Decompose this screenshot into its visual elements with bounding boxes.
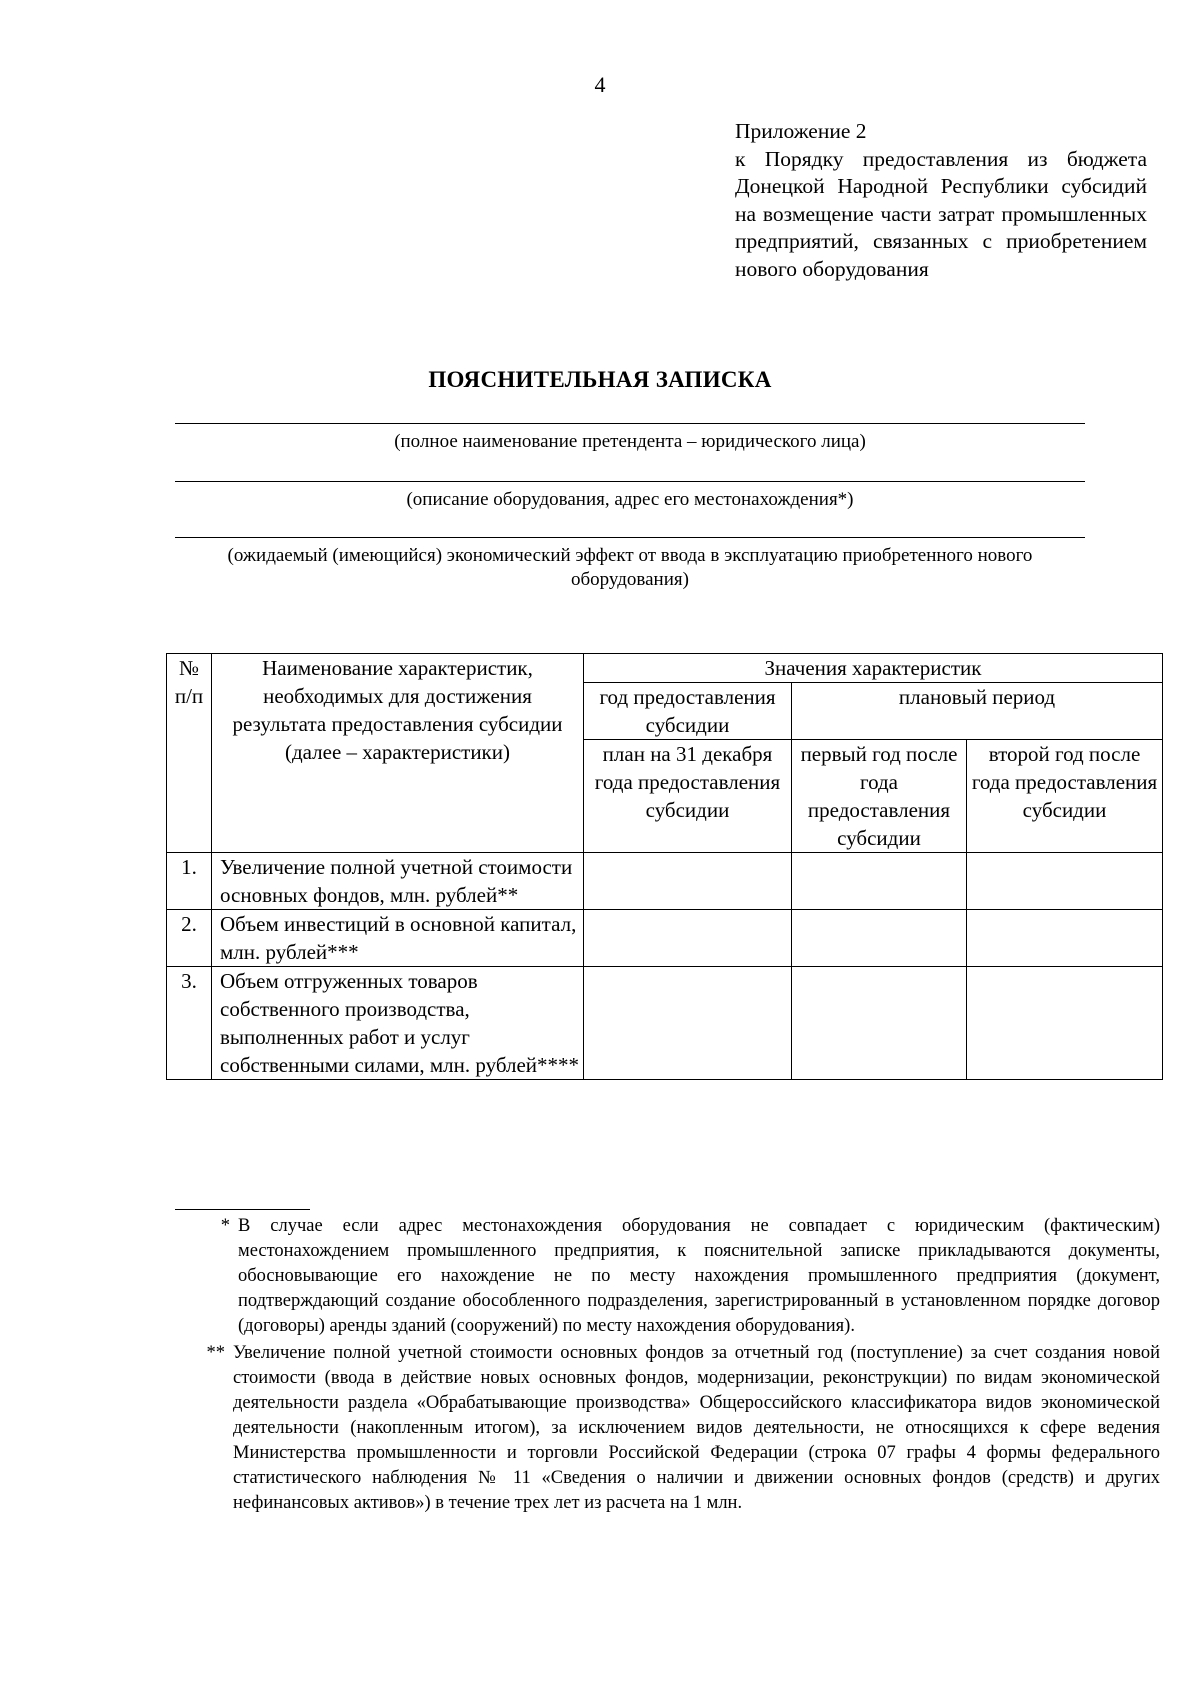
value-cell: [967, 853, 1163, 910]
footnote-mark: *: [220, 1216, 230, 1236]
header-values: Значения характеристик: [584, 654, 1163, 683]
value-cell: [584, 967, 792, 1080]
table-row: [167, 853, 1163, 910]
value-cell: [967, 910, 1163, 967]
equipment-description-field: (описание оборудования, адрес его местонахождения*): [175, 481, 1085, 512]
row-num: 1.: [167, 853, 212, 910]
appendix-body: к Порядку предоставления из бюджета Донецкой Народной Республики субсидий на возмещение части затрат промышленных предприятий, связанных с приобретением нового оборудования: [735, 146, 1147, 281]
row-num: 3.: [167, 967, 212, 1080]
row-num: 2.: [167, 910, 212, 967]
footnote-text: В случае если адрес местонахождения оборудования не совпадает с юридическим (фактическим) местонахождением промышленного предприятия, к пояснительной записке прикладываются документы, обосновывающие его нахождение не по месту нахождения промышленного предприятия (документ, подтверждающий создание обособленного подразделения, зарегистрированный в установленном порядке договор (договоры) аренды зданий (сооружений) по месту нахождения оборудования).: [238, 1216, 1160, 1336]
header-first-year: первый год после года предоставления субсидии: [792, 740, 967, 853]
characteristics-table: [166, 653, 1163, 1080]
value-cell: [792, 910, 967, 967]
economic-effect-field: (ожидаемый (имеющийся) экономический эффект от ввода в эксплуатацию приобретенного нового оборудования): [175, 537, 1085, 592]
value-cell: [792, 853, 967, 910]
table-row: [167, 910, 1163, 967]
value-cell: [792, 967, 967, 1080]
footnote-mark: **: [206, 1343, 225, 1363]
header-num: № п/п: [167, 654, 212, 853]
document-title: ПОЯСНИТЕЛЬНАЯ ЗАПИСКА: [428, 367, 772, 392]
appendix-header: [735, 118, 1147, 283]
footnotes: [175, 1209, 1160, 1518]
footnote-2: [175, 1341, 1160, 1516]
value-cell: [584, 910, 792, 967]
applicant-name-field: (полное наименование претендента – юридического лица): [175, 423, 1085, 454]
footnote-divider: [175, 1209, 310, 1210]
footnote-text: Увеличение полной учетной стоимости основных фондов за отчетный год (поступление) за счет создания новой стоимости (ввода в действие новых основных фондов, модернизации, реконструкции) по видам экономической деятельности раздела «Обрабатывающие производства» Общероссийского классификатора видов экономической деятельности (накопленным итогом), за исключением видов деятельности, не относящихся к сфере ведения Министерства промышленности и торговли Российской Федерации (строка 07 графы 4 формы федерального статистического наблюдения № 11 «Сведения о наличии и движении основных фондов (средств) и других нефинансовых активов») в течение трех лет из расчета на 1 млн.: [233, 1343, 1160, 1513]
header-plan-dec31: план на 31 декабря года предоставления субсидии: [584, 740, 792, 853]
value-cell: [584, 853, 792, 910]
appendix-title: Приложение 2: [735, 119, 867, 143]
header-plan-period: плановый период: [792, 683, 1163, 740]
value-cell: [967, 967, 1163, 1080]
table-row: [167, 967, 1163, 1080]
footnote-1: [175, 1214, 1160, 1339]
header-second-year: второй год после года предоставления субсидии: [967, 740, 1163, 853]
row-name: Объем отгруженных товаров собственного производства, выполненных работ и услуг собственными силами, млн. рублей****: [212, 967, 584, 1080]
header-subsidy-year: год предоставления субсидии: [584, 683, 792, 740]
header-characteristic-name: Наименование характеристик, необходимых для достижения результата предоставления субсидии (далее – характеристики): [212, 654, 584, 853]
page-number: 4: [594, 72, 606, 97]
row-name: Увеличение полной учетной стоимости основных фондов, млн. рублей**: [212, 853, 584, 910]
row-name: Объем инвестиций в основной капитал, млн. рублей***: [212, 910, 584, 967]
